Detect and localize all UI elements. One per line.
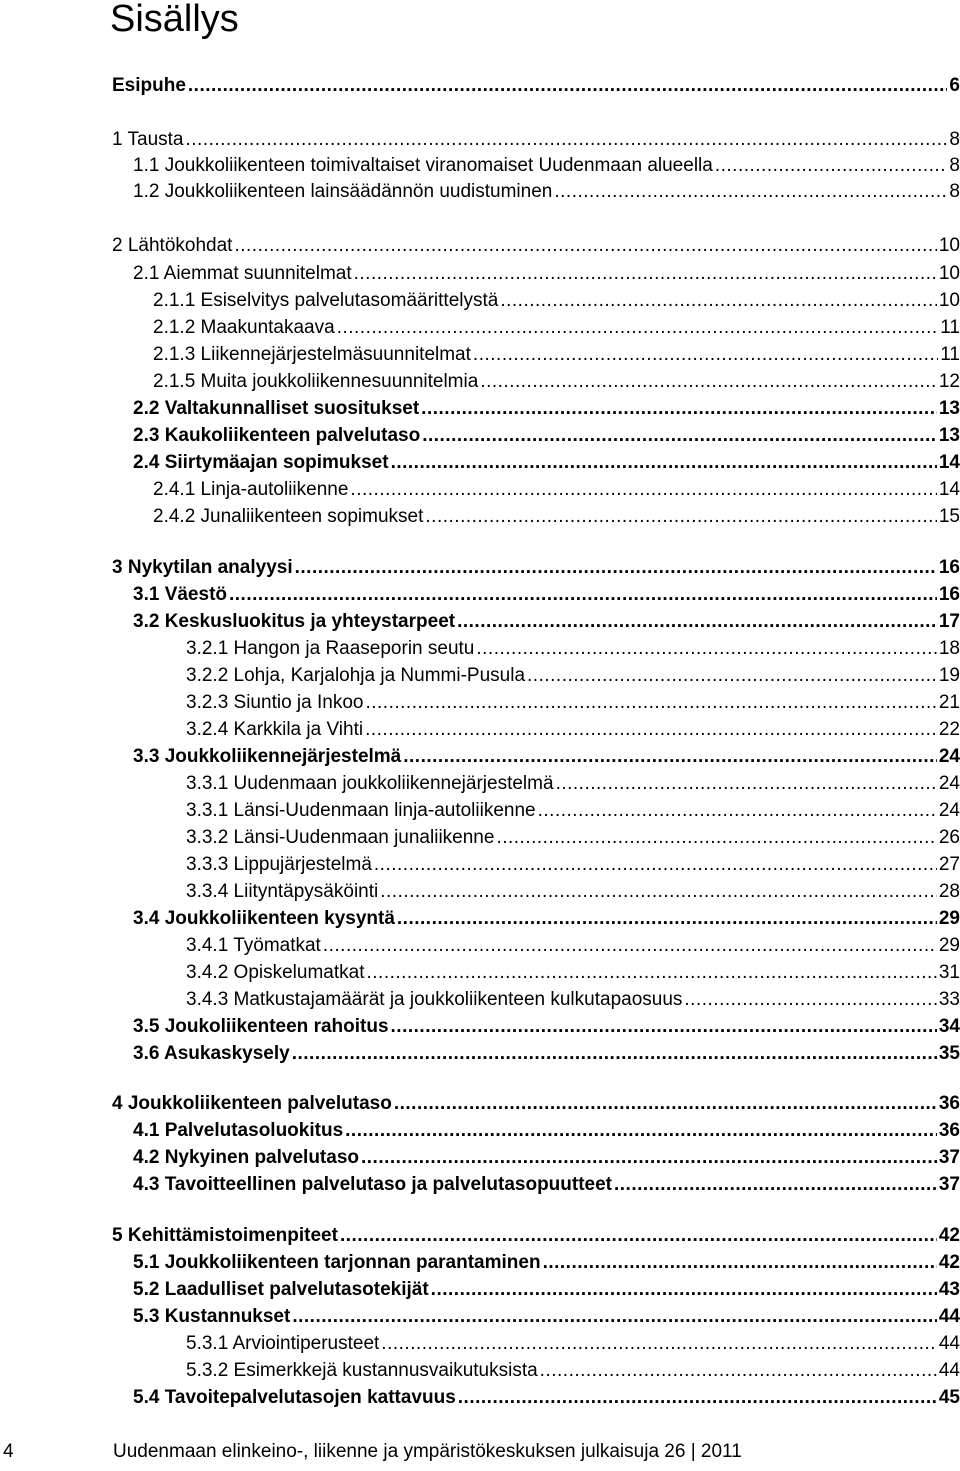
- toc-leader-dots: [397, 907, 937, 931]
- toc-entry-line: [153, 316, 960, 340]
- toc-entry[interactable]: [0, 880, 960, 904]
- toc-entry[interactable]: [0, 826, 960, 850]
- toc-leader-dots: [365, 691, 936, 715]
- toc-entry-line: [133, 1173, 960, 1197]
- toc-leader-dots: [394, 1092, 937, 1116]
- toc-entry-title: 4.1 Palvelutasoluokitus: [133, 1120, 344, 1141]
- footer-page-number: 4: [3, 1441, 14, 1462]
- toc-entry-page: 12: [938, 371, 960, 392]
- toc-leader-dots: [476, 637, 936, 661]
- toc-entry-title: 2.2 Valtakunnalliset suositukset: [133, 398, 420, 419]
- toc-entry-page: 29: [938, 908, 960, 929]
- toc-entry-page: 8: [949, 181, 960, 202]
- toc-entry[interactable]: [0, 1386, 960, 1410]
- toc-entry-line: [133, 1042, 960, 1066]
- toc-entry[interactable]: [0, 316, 960, 340]
- toc-entry-title: 3.3 Joukkoliikennejärjestelmä: [133, 746, 402, 767]
- toc-leader-dots: [365, 718, 937, 742]
- toc-entry-title: 3.3.1 Länsi-Uudenmaan linja-autoliikenne: [186, 800, 536, 821]
- toc-entry[interactable]: [0, 556, 960, 580]
- toc-entry[interactable]: [0, 799, 960, 823]
- toc-entry-title: 4.2 Nykyinen palvelutaso: [133, 1147, 359, 1168]
- toc-leader-dots: [538, 799, 937, 823]
- toc-entry-page: 24: [938, 773, 960, 794]
- page-title: Sisällys: [110, 0, 239, 40]
- toc-entry[interactable]: [0, 691, 960, 715]
- toc-entry-title: 2.1.2 Maakuntakaava: [153, 317, 335, 338]
- toc-entry-line: [112, 234, 960, 258]
- toc-entry-title: 3.4 Joukkoliikenteen kysyntä: [133, 908, 395, 929]
- toc-entry-line: [186, 934, 960, 958]
- toc-entry-page: 16: [938, 584, 960, 605]
- toc-entry-page: 29: [938, 935, 960, 956]
- toc-leader-dots: [391, 1015, 937, 1039]
- toc-entry-page: 22: [938, 719, 960, 740]
- toc-leader-dots: [391, 451, 937, 475]
- toc-entry-title: 3.3.1 Uudenmaan joukkoliikennejärjestelmä: [186, 773, 554, 794]
- toc-entry[interactable]: [0, 1332, 960, 1356]
- toc-entry[interactable]: [0, 234, 960, 258]
- toc-leader-dots: [614, 1173, 937, 1197]
- toc-entry-page: 15: [938, 506, 960, 527]
- toc-entry-line: [153, 370, 960, 394]
- toc-entry-page: 42: [938, 1225, 960, 1246]
- toc-entry[interactable]: [0, 745, 960, 769]
- toc-entry[interactable]: [0, 289, 960, 313]
- toc-entry-title: 3.3.4 Liityntäpysäköinti: [186, 881, 379, 902]
- toc-leader-dots: [337, 316, 939, 340]
- footer-publication-text: Uudenmaan elinkeino-, liikenne ja ympäristökeskuksen julkaisuja 26 | 2011: [113, 1441, 742, 1462]
- toc-entry[interactable]: [0, 853, 960, 877]
- toc-entry-page: 10: [938, 290, 960, 311]
- toc-entry[interactable]: [0, 637, 960, 661]
- toc-entry-title: 5.1 Joukkoliikenteen tarjonnan parantaminen: [133, 1252, 541, 1273]
- toc-entry-title: 2.4 Siirtymäajan sopimukset: [133, 452, 389, 473]
- toc-leader-dots: [295, 556, 937, 580]
- toc-entry-line: [133, 1386, 960, 1410]
- toc-entry-line: [133, 610, 960, 634]
- toc-leader-dots: [374, 853, 937, 877]
- toc-entry-page: 10: [938, 235, 960, 256]
- toc-entry[interactable]: [0, 262, 960, 286]
- toc-leader-dots: [543, 1251, 937, 1275]
- toc-entry-title: 1 Tausta: [112, 129, 184, 150]
- toc-entry-page: 44: [938, 1306, 960, 1327]
- toc-leader-dots: [361, 1146, 937, 1170]
- toc-entry-page: 16: [938, 557, 960, 578]
- toc-entry[interactable]: [0, 1119, 960, 1143]
- toc-entry-page: 13: [938, 398, 960, 419]
- toc-entry[interactable]: [0, 154, 960, 178]
- toc-entry[interactable]: [0, 961, 960, 985]
- toc-entry-line: [153, 505, 960, 529]
- toc-entry-line: [186, 799, 960, 823]
- toc-entry-line: [112, 1092, 960, 1116]
- toc-entry-line: [133, 180, 960, 204]
- toc-entry[interactable]: [0, 934, 960, 958]
- toc-entry-line: [133, 1119, 960, 1143]
- toc-entry-page: 34: [938, 1016, 960, 1037]
- toc-entry-title: 3.2.1 Hangon ja Raaseporin seutu: [186, 638, 475, 659]
- toc-leader-dots: [425, 505, 936, 529]
- toc-entry[interactable]: [0, 610, 960, 634]
- toc-leader-dots: [354, 262, 937, 286]
- toc-entry-page: 24: [938, 746, 960, 767]
- toc-entry[interactable]: [0, 180, 960, 204]
- toc-entry-title: 3.5 Joukoliikenteen rahoitus: [133, 1016, 389, 1037]
- toc-entry-page: 37: [938, 1174, 960, 1195]
- toc-entry[interactable]: [0, 583, 960, 607]
- toc-entry-title: 5.3 Kustannukset: [133, 1306, 291, 1327]
- toc-entry-line: [112, 74, 960, 98]
- toc-entry-title: 3.4.2 Opiskelumatkat: [186, 962, 365, 983]
- toc-leader-dots: [350, 478, 936, 502]
- toc-entry-line: [186, 826, 960, 850]
- toc-entry-page: 45: [938, 1387, 960, 1408]
- toc-entry-title: 3.2 Keskusluokitus ja yhteystarpeet: [133, 611, 456, 632]
- toc-entry-title: 5.2 Laadulliset palvelutasotekijät: [133, 1279, 429, 1300]
- toc-leader-dots: [234, 234, 936, 258]
- toc-entry-title: 3.6 Asukaskysely: [133, 1043, 290, 1064]
- toc-leader-dots: [323, 934, 937, 958]
- toc-entry-line: [112, 1224, 960, 1248]
- toc-entry-title: 3.2.2 Lohja, Karjalohja ja Nummi-Pusula: [186, 665, 526, 686]
- toc-entry-page: 42: [938, 1252, 960, 1273]
- toc-entry-line: [133, 1146, 960, 1170]
- toc-entry-page: 33: [938, 989, 960, 1010]
- toc-entry-title: 2.4.2 Junaliikenteen sopimukset: [153, 506, 424, 527]
- toc-entry-line: [186, 691, 960, 715]
- toc-entry-title: 1.2 Joukkoliikenteen lainsäädännön uudistuminen: [133, 181, 553, 202]
- toc-leader-dots: [421, 397, 937, 421]
- toc-entry-title: 3.4.3 Matkustajamäärät ja joukkoliikenteen kulkutapaosuus: [186, 989, 683, 1010]
- toc-entry-line: [112, 128, 960, 152]
- toc-entry-page: 19: [938, 665, 960, 686]
- toc-entry-page: 18: [938, 638, 960, 659]
- toc-entry-page: 37: [938, 1147, 960, 1168]
- toc-entry-title: 2.4.1 Linja-autoliikenne: [153, 479, 349, 500]
- toc-entry-title: 2.1.3 Liikennejärjestelmäsuunnitelmat: [153, 344, 471, 365]
- toc-entry[interactable]: [0, 1278, 960, 1302]
- toc-entry-line: [133, 583, 960, 607]
- toc-entry[interactable]: [0, 1224, 960, 1248]
- toc-entry-page: 43: [938, 1279, 960, 1300]
- toc-leader-dots: [345, 1119, 937, 1143]
- toc-leader-dots: [292, 1042, 937, 1066]
- toc-entry-page: 44: [938, 1360, 960, 1381]
- toc-entry[interactable]: [0, 370, 960, 394]
- toc-entry-line: [112, 556, 960, 580]
- toc-entry-title: 5.3.2 Esimerkkejä kustannusvaikutuksista: [186, 1360, 538, 1381]
- toc-entry-line: [186, 772, 960, 796]
- toc-entry-title: 3.1 Väestö: [133, 584, 227, 605]
- toc-leader-dots: [684, 988, 936, 1012]
- toc-leader-dots: [554, 180, 947, 204]
- toc-entry-title: 2.3 Kaukoliikenteen palvelutaso: [133, 425, 421, 446]
- toc-entry-page: 13: [938, 425, 960, 446]
- toc-entry-title: 5 Kehittämistoimenpiteet: [112, 1225, 338, 1246]
- toc-entry-title: 4 Joukkoliikenteen palvelutaso: [112, 1093, 392, 1114]
- toc-entry-line: [186, 1332, 960, 1356]
- toc-entry-line: [153, 289, 960, 313]
- toc-leader-dots: [500, 289, 937, 313]
- toc-leader-dots: [496, 826, 936, 850]
- toc-entry-title: 2.1 Aiemmat suunnitelmat: [133, 263, 352, 284]
- toc-entry-page: 8: [949, 129, 960, 150]
- toc-leader-dots: [431, 1278, 937, 1302]
- toc-entry-page: 21: [938, 692, 960, 713]
- toc-entry-line: [133, 1278, 960, 1302]
- toc-entry-page: 10: [938, 263, 960, 284]
- toc-leader-dots: [540, 1359, 937, 1383]
- toc-leader-dots: [380, 880, 937, 904]
- toc-entry-page: 35: [938, 1043, 960, 1064]
- toc-entry-title: Esipuhe: [112, 75, 186, 96]
- toc-entry[interactable]: [0, 505, 960, 529]
- toc-entry-page: 6: [949, 75, 960, 96]
- toc-entry-line: [133, 154, 960, 178]
- toc-entry-line: [186, 718, 960, 742]
- toc-entry-line: [133, 1015, 960, 1039]
- toc-entry-line: [133, 451, 960, 475]
- toc-entry-page: 27: [938, 854, 960, 875]
- toc-entry[interactable]: [0, 907, 960, 931]
- toc-entry-page: 14: [938, 452, 960, 473]
- toc-entry[interactable]: [0, 1173, 960, 1197]
- toc-entry-line: [133, 397, 960, 421]
- toc-leader-dots: [422, 424, 937, 448]
- toc-entry[interactable]: [0, 772, 960, 796]
- toc-leader-dots: [458, 1386, 937, 1410]
- toc-entry-page: 11: [940, 317, 960, 338]
- toc-entry-page: 31: [938, 962, 960, 983]
- toc-entry[interactable]: [0, 343, 960, 367]
- toc-entry-title: 2 Lähtökohdat: [112, 235, 233, 256]
- toc-entry-title: 3.3.3 Lippujärjestelmä: [186, 854, 372, 875]
- toc-entry-page: 17: [938, 611, 960, 632]
- toc-entry-title: 4.3 Tavoitteellinen palvelutaso ja palvelutasopuutteet: [133, 1174, 612, 1195]
- toc-leader-dots: [381, 1332, 937, 1356]
- toc-entry[interactable]: [0, 74, 960, 98]
- toc-leader-dots: [292, 1305, 937, 1329]
- toc-entry-line: [186, 880, 960, 904]
- toc-leader-dots: [185, 128, 947, 152]
- toc-leader-dots: [229, 583, 937, 607]
- toc-entry-line: [133, 1251, 960, 1275]
- toc-entry-line: [133, 907, 960, 931]
- toc-leader-dots: [527, 664, 937, 688]
- toc-entry-line: [133, 745, 960, 769]
- toc-entry-title: 3.2.4 Karkkila ja Vihti: [186, 719, 364, 740]
- toc-entry-title: 3.2.3 Siuntio ja Inkoo: [186, 692, 364, 713]
- toc-entry[interactable]: [0, 1251, 960, 1275]
- toc-leader-dots: [473, 343, 938, 367]
- toc-entry-line: [186, 853, 960, 877]
- toc-entry[interactable]: [0, 1015, 960, 1039]
- toc-entry-page: 28: [938, 881, 960, 902]
- toc-entry[interactable]: [0, 1146, 960, 1170]
- toc-entry-page: 24: [938, 800, 960, 821]
- toc-leader-dots: [188, 74, 948, 98]
- toc-entry-line: [153, 343, 960, 367]
- toc-entry-page: 14: [938, 479, 960, 500]
- toc-entry-title: 2.1.1 Esiselvitys palvelutasomäärittelystä: [153, 290, 499, 311]
- toc-entry-title: 3.3.2 Länsi-Uudenmaan junaliikenne: [186, 827, 495, 848]
- toc-entry[interactable]: [0, 424, 960, 448]
- toc-entry[interactable]: [0, 1359, 960, 1383]
- toc-entry[interactable]: [0, 1042, 960, 1066]
- toc-leader-dots: [715, 154, 948, 178]
- toc-entry-title: 1.1 Joukkoliikenteen toimivaltaiset viranomaiset Uudenmaan alueella: [133, 155, 713, 176]
- toc-leader-dots: [403, 745, 937, 769]
- toc-entry-line: [133, 1305, 960, 1329]
- toc-entry-title: 5.4 Tavoitepalvelutasojen kattavuus: [133, 1387, 456, 1408]
- toc-leader-dots: [480, 370, 937, 394]
- toc-entry-line: [186, 961, 960, 985]
- toc-entry-line: [153, 478, 960, 502]
- toc-entry[interactable]: [0, 397, 960, 421]
- toc-entry-title: 3.4.1 Työmatkat: [186, 935, 321, 956]
- toc-leader-dots: [457, 610, 937, 634]
- toc-entry-line: [133, 424, 960, 448]
- toc-entry-title: 5.3.1 Arviointiperusteet: [186, 1333, 380, 1354]
- toc-entry-page: 26: [938, 827, 960, 848]
- toc-entry-page: 44: [938, 1333, 960, 1354]
- toc-entry-page: 36: [938, 1120, 960, 1141]
- toc-entry-line: [186, 988, 960, 1012]
- toc-entry[interactable]: [0, 988, 960, 1012]
- toc-leader-dots: [556, 772, 937, 796]
- toc-entry-line: [186, 664, 960, 688]
- toc-entry-title: 2.1.5 Muita joukkoliikennesuunnitelmia: [153, 371, 479, 392]
- toc-entry[interactable]: [0, 1305, 960, 1329]
- toc-entry[interactable]: [0, 718, 960, 742]
- toc-entry-line: [186, 1359, 960, 1383]
- toc-entry-line: [186, 637, 960, 661]
- toc-leader-dots: [340, 1224, 937, 1248]
- toc-entry[interactable]: [0, 451, 960, 475]
- toc-entry[interactable]: [0, 128, 960, 152]
- toc-entry[interactable]: [0, 478, 960, 502]
- toc-entry-line: [133, 262, 960, 286]
- toc-entry-title: 3 Nykytilan analyysi: [112, 557, 293, 578]
- toc-entry-page: 8: [949, 155, 960, 176]
- toc-entry[interactable]: [0, 664, 960, 688]
- toc-leader-dots: [366, 961, 936, 985]
- toc-entry[interactable]: [0, 1092, 960, 1116]
- toc-entry-page: 36: [938, 1093, 960, 1114]
- toc-entry-page: 11: [940, 344, 960, 365]
